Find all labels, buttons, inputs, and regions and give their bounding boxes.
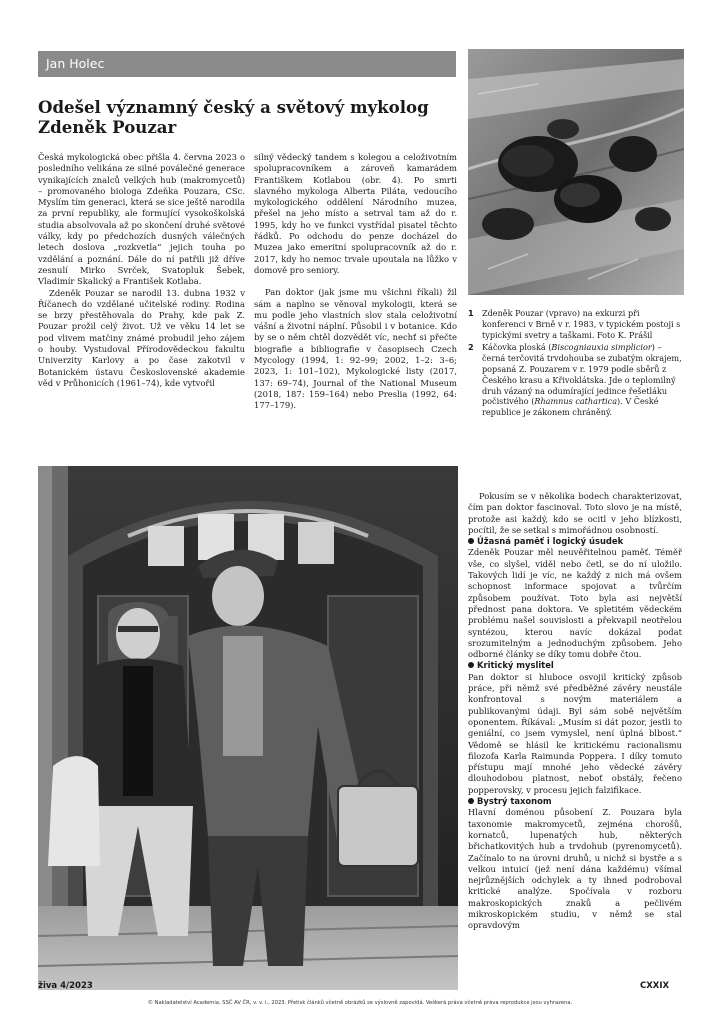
caption-number: 1 [468,308,474,318]
title-line-2: Zdeněk Pouzar [38,117,177,137]
paragraph: Zdeněk Pouzar se narodil 13. dubna 1932 v Říčanech do vzdělané učitelské rodiny. Rodina se brzy přestěhovala do Prahy, kde pak Z. Pouzar prožil celý život. Už ve věku 14 let se pod vlivem matčiny známé probudil jeho zájem o houby. Vystudoval Přírodovědeckou fakultu Univerzity Karlovy a po čase zakotvil v Botanickém ústavu Československé akademie věd v Průhonicích (1961–74), kde vytvořil [38,287,245,388]
photo-captions [468,308,682,420]
footer-page-number: CXXIX [640,981,670,991]
section-heading: Kritický myslitel [468,660,682,671]
main-photo-excursion [38,466,458,990]
paragraph: Česká mykologická obec přišla 4. června 2023 o posledního velikána ze silné poválečné generace vynikajících znalců velkých hub (makromycetů) – promovaného biologa Zdeňka Pouzara, CSc. Myslím tím generaci, která se sice ještě narodila za první republiky, ale formující vysokoškolská studia absolvovala až po skončení druhé světové války, kdy po předchozích dusných válečných letech doslova „rozkvetla“ jejich touha po vzdělání a poznání. Dále do ní patřili již dříve zesnulí Mirko Svrček, Svatopluk Šebek, Vladimír Skalický a František Kotlaba. [38,152,245,287]
bullet-icon [468,662,474,668]
text-column-3 [468,491,682,932]
bullet-icon [468,538,474,544]
section-heading: Úžasná paměť i logický úsudek [468,536,682,547]
title-line-1: Odešel významný český a světový mykolog [38,97,429,117]
fungus-photo [468,49,684,295]
author-bar [38,51,456,77]
article-title [38,97,458,137]
caption-2 [468,342,682,418]
section-heading: Bystrý taxonom [468,796,682,807]
paragraph: silný vědecký tandem s kolegou a celoživotním spolupracovníkem a zároveň kamarádem Františkem Kotlabou (obr. 4). Po smrti slavného mykologa Alberta Piláta, vedoucího mykologického oddělení Národního muzea, přešel na jeho místo a setrval tam až do r. 1995, kdy ho ve funkci vystřídal pisatel těchto řádků. Po odchodu do penze docházel do Muzea jako emeritní spolupracovník až do r. 2017, kdy ho nemoc trvale upoutala na lůžko v domově pro seniory. [254,152,457,275]
caption-text: Zdeněk Pouzar (vpravo) na exkurzi při konferenci v Brně v r. 1983, v typickém postoji s typickými svetry a taškami. Foto K. Prášil [482,308,681,340]
caption-text: Káčovka ploská (Biscogniauxia simplicior) – černá terčovitá trvdohouba se zubatým okrajem, popsaná Z. Pouzarem v r. 1979 podle sběrů z Českého krasu a Křivoklátska. Jde o teplomilný druh vázaný na odumírající jedince řešetláku počistivého (Rhamnus cathartica). V České republice je zákonem chráněný. [482,342,682,418]
paragraph: Pokusím se v několika bodech charakterizovat, čím pan doktor fascinoval. Toto slovo je na místě, protože asi každý, kdo se ocitl v jeho blízkosti, pocítil, že se setkal s mimořádnou osobností. [468,491,682,535]
paragraph: Pan doktor (jak jsme mu všichni říkali) žil sám a naplno se věnoval mykologii, která se mu podle jeho vlastních slov stala celoživotní vášní a životní náplní. Působil i v botanice. Kdo by se o něm chtěl dozvědět víc, nechť si přečte biografie a bibliografie v časopisech Czech Mycology (1994, 1: 92–99; 2002, 1–2: 3–6; 2023, 1: 101–102), Mykologické listy (2017, 137: 69–74), Journal of the National Museum (2018, 187: 159–164) nebo Preslia (1992, 64: 177–179). [254,287,457,411]
author-name: Jan Holec [46,56,105,71]
caption-number: 2 [468,342,474,353]
footer-journal-issue: živa 4/2023 [38,981,93,991]
copyright-notice: © Nakladatelství Academia, SSČ AV ČR, v. v. i., 2023. Přetisk článků včetně obrázků se výslovně zapovídá. Veškerá práva včetně práva reprodukce jsou vyhrazena. [147,1000,573,1006]
text-column-1 [38,152,245,389]
paragraph: Pan doktor si hluboce osvojil kritický způsob práce, při němž své předběžné závěry neustále konfrontoval s novým materiálem a publikovanými údaji. Byl sám sobě největším oponentem. Říkával: „Musím si dát pozor, jestli to geniální, co jsem vymyslel, není úplná blbost.“ Vědomě se hlásil ke kritickému racionalismu filozofa Karla Raimunda Poppera. I díky tomuto přístupu mají mnohé jeho vědecké závěry dlouhodobou platnost, neboť obstály, řečeno popperovsky, v procesu jejich falzifikace. [468,671,682,795]
text-column-2 [254,152,457,412]
bullet-icon [468,798,474,804]
paragraph: Zdeněk Pouzar měl neuvěřitelnou paměť. Téměř vše, co slyšel, viděl nebo četl, se do ní uložilo. Takových lidí je víc, ne každý z nich má ovšem schopnost informace spojovat a tvůrčím způsobem používat. Toto byla asi největší přednost pana doktora. Ve spletitém vědeckém problému našel souvislosti a překvapil neotřelou syntézou, kterou navíc dokázal podat srozumitelným a jednoduchým způsobem. Jeho odborné články se díky tomu dobře čtou. [468,547,682,660]
caption-1 [468,308,682,340]
paragraph: Hlavní doménou působení Z. Pouzara byla taxonomie makromycetů, zejména chorošů, kornatců, lupenatých hub, některých břichatkovitých hub a trvdohub (pyrenomycetů). Začínalo to na úrovni druhů, u nichž si bystře a s velkou intuicí (jež není dána každému) všímal nejrůznějších odchylek a ty ihned podroboval kritické analýze. Spočívala v rozboru makroskopických znaků a pečlivém mikroskopickém studiu, v němž se stal opravdovým [468,807,682,931]
